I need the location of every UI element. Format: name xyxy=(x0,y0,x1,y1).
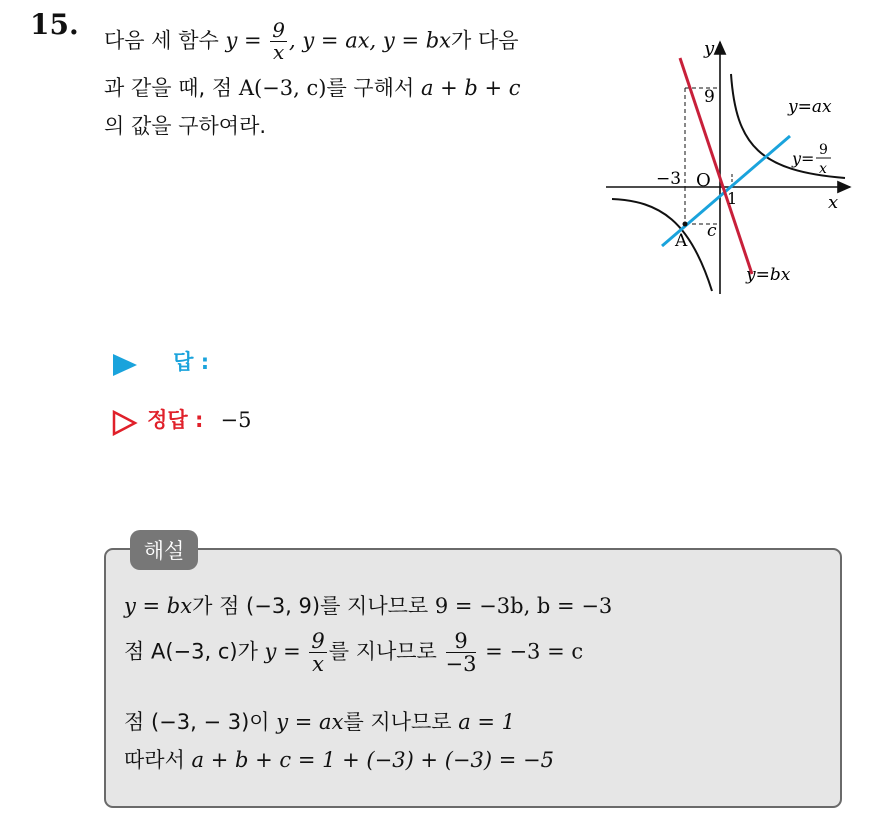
fraction-9-over-x xyxy=(270,20,287,63)
correct-answer-row xyxy=(112,404,251,436)
origin-label: O xyxy=(696,170,711,191)
sol2-frac1-num: 9 xyxy=(311,629,325,653)
question-number: 15. xyxy=(30,8,79,41)
question-text-2b: 를 구해서 xyxy=(326,76,421,100)
sol2-result: = −3 = c xyxy=(485,639,584,664)
function-graph xyxy=(600,36,860,296)
fraction-numerator: 9 xyxy=(272,18,286,42)
point-A-marker xyxy=(683,222,688,227)
question-tail-1: 가 다음 xyxy=(451,28,519,53)
sol2-fraction-9-over-x xyxy=(309,630,326,675)
sol2-text-a: 점 A(−3, c)가 xyxy=(124,639,265,664)
sol1-result: 9 = −3b, b = −3 xyxy=(434,594,613,618)
expr-a-b-c: a + b + c xyxy=(420,76,521,100)
eq-prefix: y = xyxy=(225,28,262,53)
sol2-frac2-num: 9 xyxy=(446,630,477,653)
sol1-eq: y = bx xyxy=(124,594,193,618)
eq-rest: , y = ax, y = bx xyxy=(289,28,452,53)
solution-line-4 xyxy=(124,744,554,774)
question-text-1: 다음 세 함수 xyxy=(104,28,219,53)
x-axis-label: x xyxy=(828,192,839,213)
solution-tag: 해설 xyxy=(130,530,198,570)
sol2-frac2-den: −3 xyxy=(445,652,477,677)
sol2-frac1-den: x xyxy=(312,652,324,677)
sol1-text: 가 점 (−3, 9)를 지나므로 xyxy=(192,594,435,618)
tick-label-1: 1 xyxy=(727,189,738,208)
fraction-denominator: x xyxy=(273,40,285,64)
point-A: A(−3, c) xyxy=(238,76,327,100)
sol3-text-a: 점 (−3, − 3)이 xyxy=(124,710,277,734)
correct-answer-value: −5 xyxy=(220,408,252,432)
sol4-text: 따라서 xyxy=(124,748,192,772)
sol2-fraction-9-over-neg3 xyxy=(446,630,477,675)
tick-label-c: c xyxy=(707,221,717,241)
filled-triangle-icon xyxy=(112,353,138,377)
solution-line-2 xyxy=(124,630,583,675)
label-hyperbola-prefix: y= xyxy=(792,149,815,168)
point-A-label: A xyxy=(675,231,688,251)
question-line-1 xyxy=(104,20,519,63)
correct-answer-label: 정답 : xyxy=(147,408,204,432)
outline-triangle-icon xyxy=(112,410,138,436)
label-y-bx: y=bx xyxy=(746,265,791,285)
sol3-eq: y = ax xyxy=(276,710,344,734)
tick-label-neg3: −3 xyxy=(656,169,682,189)
sol3-result: a = 1 xyxy=(458,710,516,734)
question-line-2 xyxy=(104,72,521,102)
question-line-3: 의 값을 구하여라. xyxy=(104,114,267,138)
label-hyperbola-num: 9 xyxy=(819,142,828,158)
sol3-text-c: 를 지나므로 xyxy=(343,710,459,734)
question-text-2: 과 같을 때, 점 xyxy=(104,76,239,100)
line-y-ax xyxy=(662,136,790,246)
sol4-result: a + b + c = 1 + (−3) + (−3) = −5 xyxy=(191,748,554,772)
label-hyperbola-den: x xyxy=(819,161,827,177)
tick-label-9: 9 xyxy=(704,87,715,107)
solution-line-1 xyxy=(124,590,612,620)
y-axis-label: y xyxy=(704,38,715,59)
sol2-eq: y = xyxy=(264,639,301,664)
hyperbola-branch-right xyxy=(731,74,845,178)
answer-row xyxy=(112,346,209,377)
answer-label: 답 : xyxy=(173,350,210,374)
solution-line-3 xyxy=(124,706,515,736)
label-y-ax: y=ax xyxy=(788,97,832,117)
sol2-text-c: 를 지나므로 xyxy=(328,639,444,664)
